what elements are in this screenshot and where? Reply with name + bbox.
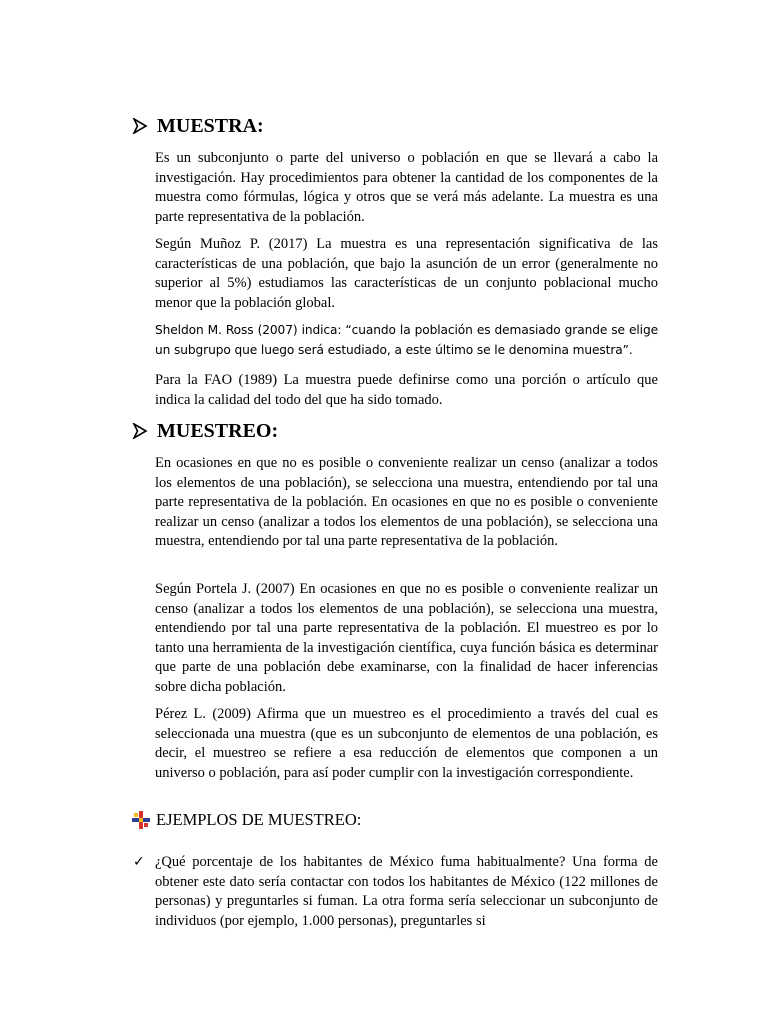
section-heading-muestra <box>132 114 264 138</box>
paragraph-ross-citation: Sheldon M. Ross (2007) indica: “cuando la población es demasiado grande se elige un subgrupo que luego será estudiado, a este último se le denomina muestra”. <box>155 323 658 357</box>
paragraph-perez-citation: Pérez L. (2009) Afirma que un muestreo es el procedimiento a través del cual es seleccionada una muestra (que es un subconjunto de elementos de una población, es decir, el muestreo se refiere a esa reducción de elementos que componen a un universo o población, para así poder cumplir con la investigación correspondiente. <box>155 706 658 781</box>
colored-cross-bullet-icon <box>132 811 150 829</box>
subheading-title: EJEMPLOS DE MUESTREO: <box>156 810 362 829</box>
check-mark-icon: ✓ <box>133 854 145 870</box>
paragraph-portela-citation: Según Portela J. (2007) En ocasiones en que no es posible o conveniente realizar un censo (analizar a todos los elementos de una población), se selecciona una muestra, entendiendo por tal una parte representativa de la población. El muestreo es por lo tanto una herramienta de la investigación científica, cuya función básica es determinar que parte de una población debe examinarse, con la finalidad de hacer inferencias sobre dicha población. <box>155 581 658 695</box>
section-title: MUESTREO: <box>157 420 279 442</box>
section-heading-muestreo <box>132 419 278 443</box>
paragraph-fao-citation: Para la FAO (1989) La muestra puede definirse como una porción o artículo que indica la calidad del todo del que ha sido tomado. <box>155 372 658 408</box>
list-item <box>133 853 658 931</box>
list-item-text: ¿Qué porcentaje de los habitantes de México fuma habitualmente? Una forma de obtener este dato sería contactar con todos los habitantes de México (122 millones de personas) y preguntarles si fuman. La otra forma sería seleccionar un subconjunto de individuos (por ejemplo, 1.000 personas), preguntarles si <box>155 854 658 929</box>
arrow-bullet-icon <box>132 423 148 439</box>
paragraph-muestreo-definition: En ocasiones en que no es posible o conveniente realizar un censo (analizar a todos los elementos de una población), se selecciona una muestra, entendiendo por tal una parte representativa de la población. En ocasiones en que no es posible o conveniente realizar un censo (analizar a todos los elementos de una población), se selecciona una muestra, entendiendo por tal una parte representativa de la población. <box>155 455 658 550</box>
paragraph-muestra-definition: Es un subconjunto o parte del universo o población en que se llevará a cabo la investigación. Hay procedimientos para obtener la cantidad de los componentes de la muestra como fórmulas, lógica y otros que se verá más adelante. La muestra es una parte representativa de la población. <box>155 150 658 225</box>
subheading-ejemplos <box>132 810 361 830</box>
section-title: MUESTRA: <box>157 115 264 137</box>
arrow-bullet-icon <box>132 118 148 134</box>
paragraph-munoz-citation: Según Muñoz P. (2017) La muestra es una representación significativa de las características de una población, que bajo la asunción de un error (generalmente no superior al 5%) estudiamos las características de un conjunto poblacional mucho menor que la población global. <box>155 236 658 311</box>
